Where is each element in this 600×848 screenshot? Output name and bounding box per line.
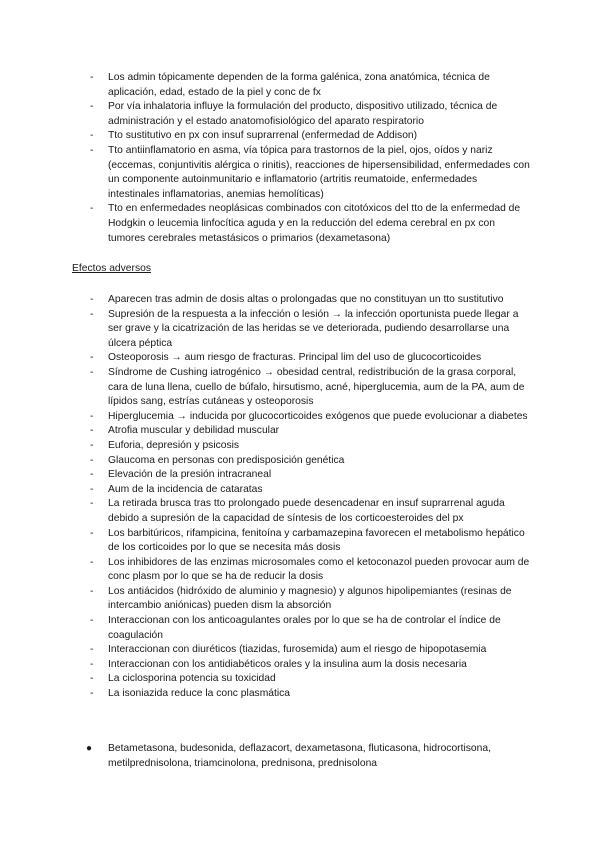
list-item-text: Tto en enfermedades neoplásicas combinados con citotóxicos del tto de la enfermedad de Hodgkin o leucemia linfocítica aguda y en la reducción del edema cerebral en px con tumores cerebrales metastásicos o primarios (dexametasona) — [108, 203, 521, 244]
list-item-text: Elevación de la presión intracraneal — [108, 469, 272, 481]
list-item-text: La ciclosporina potencia su toxicidad — [108, 673, 276, 685]
indications-list — [0, 71, 600, 246]
dash-marker: - — [90, 498, 94, 510]
list-item-text: Euforia, depresión y psicosis — [108, 439, 240, 451]
dash-marker: - — [90, 130, 94, 142]
list-item — [0, 687, 600, 702]
list-item-text: Los inhibidores de las enzimas microsomales como el ketoconazol pueden provocar aum de conc plasm por lo que se ha de reducir la dosis — [108, 556, 530, 583]
dash-marker: - — [90, 308, 94, 320]
list-item — [0, 424, 600, 439]
list-item — [0, 100, 600, 129]
list-item-text: Hiperglucemia → inducida por glucocorticoides exógenos que puede evolucionar a diabetes — [108, 410, 528, 422]
list-item-text: Osteoporosis → aum riesgo de fracturas. Principal lim del uso de glucocorticoides — [108, 352, 482, 364]
list-item — [0, 144, 600, 202]
list-item-text: Los admin tópicamente dependen de la forma galénica, zona anatómica, técnica de aplicación, edad, estado de la piel y conc de fx — [108, 72, 490, 98]
list-item — [0, 658, 600, 673]
list-item-text: Síndrome de Cushing iatrogénico → obesidad central, redistribución de la grasa corporal, cara de luna llena, cuello de búfalo, hirsutismo, acné, hiperglucemia, aum de la PA, aum de lípidos sang, estrías cutáneas y osteoporosis — [108, 366, 525, 408]
dash-marker: - — [90, 425, 94, 437]
dash-marker: - — [90, 144, 94, 156]
dash-marker: - — [90, 688, 94, 700]
list-item — [0, 410, 600, 425]
dash-marker: - — [90, 527, 94, 539]
section-heading-efectos-adversos: Efectos adversos — [72, 263, 151, 274]
list-item-text: Aum de la incidencia de cataratas — [108, 483, 263, 495]
bullet-icon: ● — [86, 743, 93, 754]
list-item — [0, 527, 600, 556]
list-item-text: Tto sustitutivo en px con insuf suprarrenal (enfermedad de Addison) — [108, 130, 418, 142]
list-item-text: Supresión de la respuesta a la infección o lesión → la infección oportunista puede llegar a ser grave y la cicatrización de las heridas se ve deteriorada, pudiendo desarrollarse una úlcera péptica — [108, 308, 519, 349]
adverse-effects-list — [0, 293, 600, 702]
list-item-text: Tto antiinflamatorio en asma, vía tópica para trastornos de la piel, ojos, oídos y nariz (eccemas, conjuntivitis alérgica o rinitis), reacciones de hipersensibilidad, enfermedades con un componente autoinmunitario e inflamatorio (artritis reumatoide, enfermedades intestinales inflamatorias, anemias hemolíticas) — [108, 144, 530, 200]
dash-marker: - — [90, 366, 94, 378]
list-item — [0, 497, 600, 526]
list-item — [0, 129, 600, 144]
list-item — [0, 468, 600, 483]
list-item — [0, 585, 600, 614]
dash-marker: - — [90, 454, 94, 466]
list-item-text: Betametasona, budesonida, deflazacort, dexametasona, fluticasona, hidrocortisona, metilprednisolona, triamcinolona, prednisona, prednisolona — [108, 743, 491, 769]
list-item-text: Los antiácidos (hidróxido de aluminio y magnesio) y algunos hipolipemiantes (resinas de intercambio aniónicas) pueden dism la absorción — [108, 585, 512, 612]
list-item — [0, 614, 600, 643]
glucocorticoid-drugs-list — [0, 742, 600, 771]
dash-marker: - — [90, 72, 94, 83]
list-item-text: Interaccionan con los antidiabéticos orales y la insulina aum la dosis necesaria — [108, 658, 467, 670]
list-item-text: Interaccionan con diuréticos (tiazidas, furosemida) aum el riesgo de hipopotasemia — [108, 644, 487, 656]
dash-marker: - — [90, 556, 94, 568]
list-item — [0, 643, 600, 658]
list-item-text: La retirada brusca tras tto prolongado puede desencadenar en insuf suprarrenal aguda debido a supresión de la capacidad de síntesis de los corticoesteroides del px — [108, 498, 505, 524]
list-item — [0, 366, 600, 410]
dash-marker: - — [90, 585, 94, 597]
dash-marker: - — [90, 203, 94, 215]
list-item-text: Por vía inhalatoria influye la formulación del producto, dispositivo utilizado, técnica de administración y el estado anatomofisiológico del aparato respiratorio — [108, 101, 498, 127]
list-item — [0, 202, 600, 246]
list-item-text: La isoniazida reduce la conc plasmática — [108, 688, 291, 700]
list-item-text: Los barbitúricos, rifampicina, fenitoína y carbamazepina favorecen el metabolismo hepático de los corticoides por lo que se necesita más dosis — [108, 527, 525, 554]
list-item — [0, 742, 600, 771]
dash-marker: - — [90, 410, 94, 422]
list-item-text: Atrofia muscular y debilidad muscular — [108, 425, 280, 437]
dash-marker: - — [90, 673, 94, 685]
list-item — [0, 351, 600, 366]
list-item — [0, 439, 600, 454]
dash-marker: - — [90, 469, 94, 481]
list-item — [0, 293, 600, 308]
dash-marker: - — [90, 615, 94, 627]
dash-marker: - — [90, 483, 94, 495]
dash-marker: - — [90, 644, 94, 656]
list-item — [0, 454, 600, 469]
dash-marker: - — [90, 294, 94, 305]
list-item — [0, 672, 600, 687]
list-item-text: Glaucoma en personas con predisposición genética — [108, 454, 345, 466]
dash-marker: - — [90, 352, 94, 364]
list-item — [0, 483, 600, 498]
list-item — [0, 308, 600, 352]
list-item — [0, 71, 600, 100]
list-item-text: Aparecen tras admin de dosis altas o prolongadas que no constituyan un tto sustitutivo — [108, 294, 504, 305]
dash-marker: - — [90, 439, 94, 451]
dash-marker: - — [90, 658, 94, 670]
list-item-text: Interaccionan con los anticoagulantes orales por lo que se ha de controlar el índice de coagulación — [108, 615, 501, 641]
dash-marker: - — [90, 101, 94, 113]
list-item — [0, 556, 600, 585]
